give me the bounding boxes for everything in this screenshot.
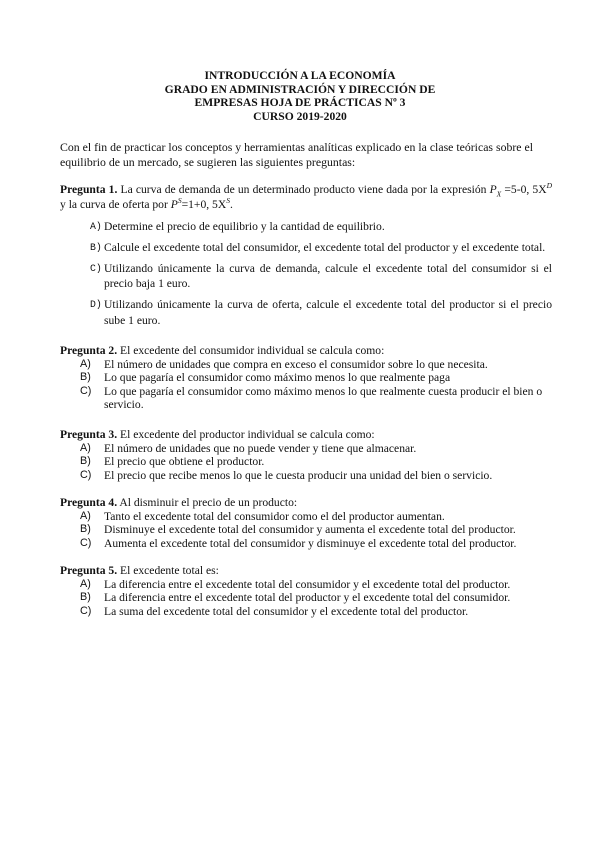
option-item: D) Utilizando únicamente la curva de oferta, calcule el excedente total del productor si el precio sube 1 euro. — [90, 298, 552, 327]
question-4-options — [60, 510, 552, 551]
question-1-text-c: . — [229, 198, 233, 211]
course-title: INTRODUCCIÓN A LA ECONOMÍA — [204, 69, 396, 82]
question-2 — [60, 344, 552, 412]
question-1-text-b: y la curva de oferta por — [60, 198, 171, 211]
question-2-stem: Pregunta 2. El excedente del consumidor individual se calcula como: — [60, 344, 385, 357]
option-item: C) El precio que recibe menos lo que le cuesta producir una unidad del bien o servicio. — [80, 468, 493, 482]
option-item: B) Calcule el excedente total del consumidor, el excedente total del productor y el excedente total. — [90, 240, 546, 254]
supply-equation: $P^S=1+0$, $5X^S$ — [170, 196, 230, 211]
intro-paragraph: Con el fin de practicar los conceptos y herramientas analíticas explicado en la clase teóricas sobre el equilibrio de un mercado, se sugieren las siguientes preguntas: — [60, 140, 533, 169]
degree-line: GRADO EN ADMINISTRACIÓN Y DIRECCIÓN DE — [164, 82, 436, 96]
option-item: B) Lo que pagaría el consumidor como máximo menos lo que realmente paga — [80, 371, 451, 385]
question-1-options — [60, 219, 552, 329]
question-5-stem: Pregunta 5. El excedente total es: — [60, 564, 219, 577]
question-3-stem: Pregunta 3. El excedente del productor individual se calcula como: — [60, 428, 375, 441]
document-header — [0, 69, 600, 123]
option-item: A) Tanto el excedente total del consumidor como el del productor aumentan. — [80, 509, 445, 523]
question-5-options — [60, 578, 552, 619]
sheet-title: EMPRESAS HOJA DE PRÁCTICAS Nº 3 — [194, 96, 406, 110]
question-1 — [60, 182, 552, 334]
option-item: C) Aumenta el excedente total del consumidor y disminuye el excedente total del productor. — [80, 536, 517, 550]
option-item: C) Lo que pagaría el consumidor como máximo menos lo que realmente cuesta producir el bien o servicio. — [80, 384, 543, 412]
option-item: C) La suma del excedente total del consumidor y el excedente total del productor. — [80, 604, 469, 618]
demand-equation: $P_X =5-0$, $5X^D$ — [489, 181, 552, 199]
question-5 — [60, 564, 552, 618]
option-item: B) El precio que obtiene el productor. — [80, 455, 265, 469]
option-item: B) La diferencia entre el excedente total del productor y el excedente total del consumidor. — [80, 591, 511, 605]
question-1-label: Pregunta 1. — [60, 183, 118, 196]
question-1-stem — [60, 182, 552, 212]
option-item: A) La diferencia entre el excedente total del consumidor y el excedente total del productor. — [80, 577, 511, 591]
question-4-stem: Pregunta 4. Al disminuir el precio de un producto: — [60, 496, 298, 509]
question-3 — [60, 428, 552, 482]
option-item: C) Utilizando únicamente la curva de demanda, calcule el excedente total del consumidor si el precio baja 1 euro. — [90, 261, 552, 291]
question-3-options — [60, 442, 552, 483]
question-4 — [60, 496, 552, 550]
option-item: A) El número de unidades que compra en exceso el consumidor sobre lo que necesita. — [80, 357, 488, 371]
question-1-text-a: La curva de demanda de un determinado producto viene dada por la expresión — [120, 183, 487, 196]
question-2-options — [60, 358, 552, 412]
option-item: B) Disminuye el excedente total del consumidor y aumenta el excedente total del productor. — [80, 523, 516, 537]
option-item: A) Determine el precio de equilibrio y la cantidad de equilibrio. — [90, 220, 385, 233]
course-year: CURSO 2019-2020 — [253, 109, 347, 123]
option-item: A) El número de unidades que no puede vender y tiene que almacenar. — [80, 441, 417, 455]
